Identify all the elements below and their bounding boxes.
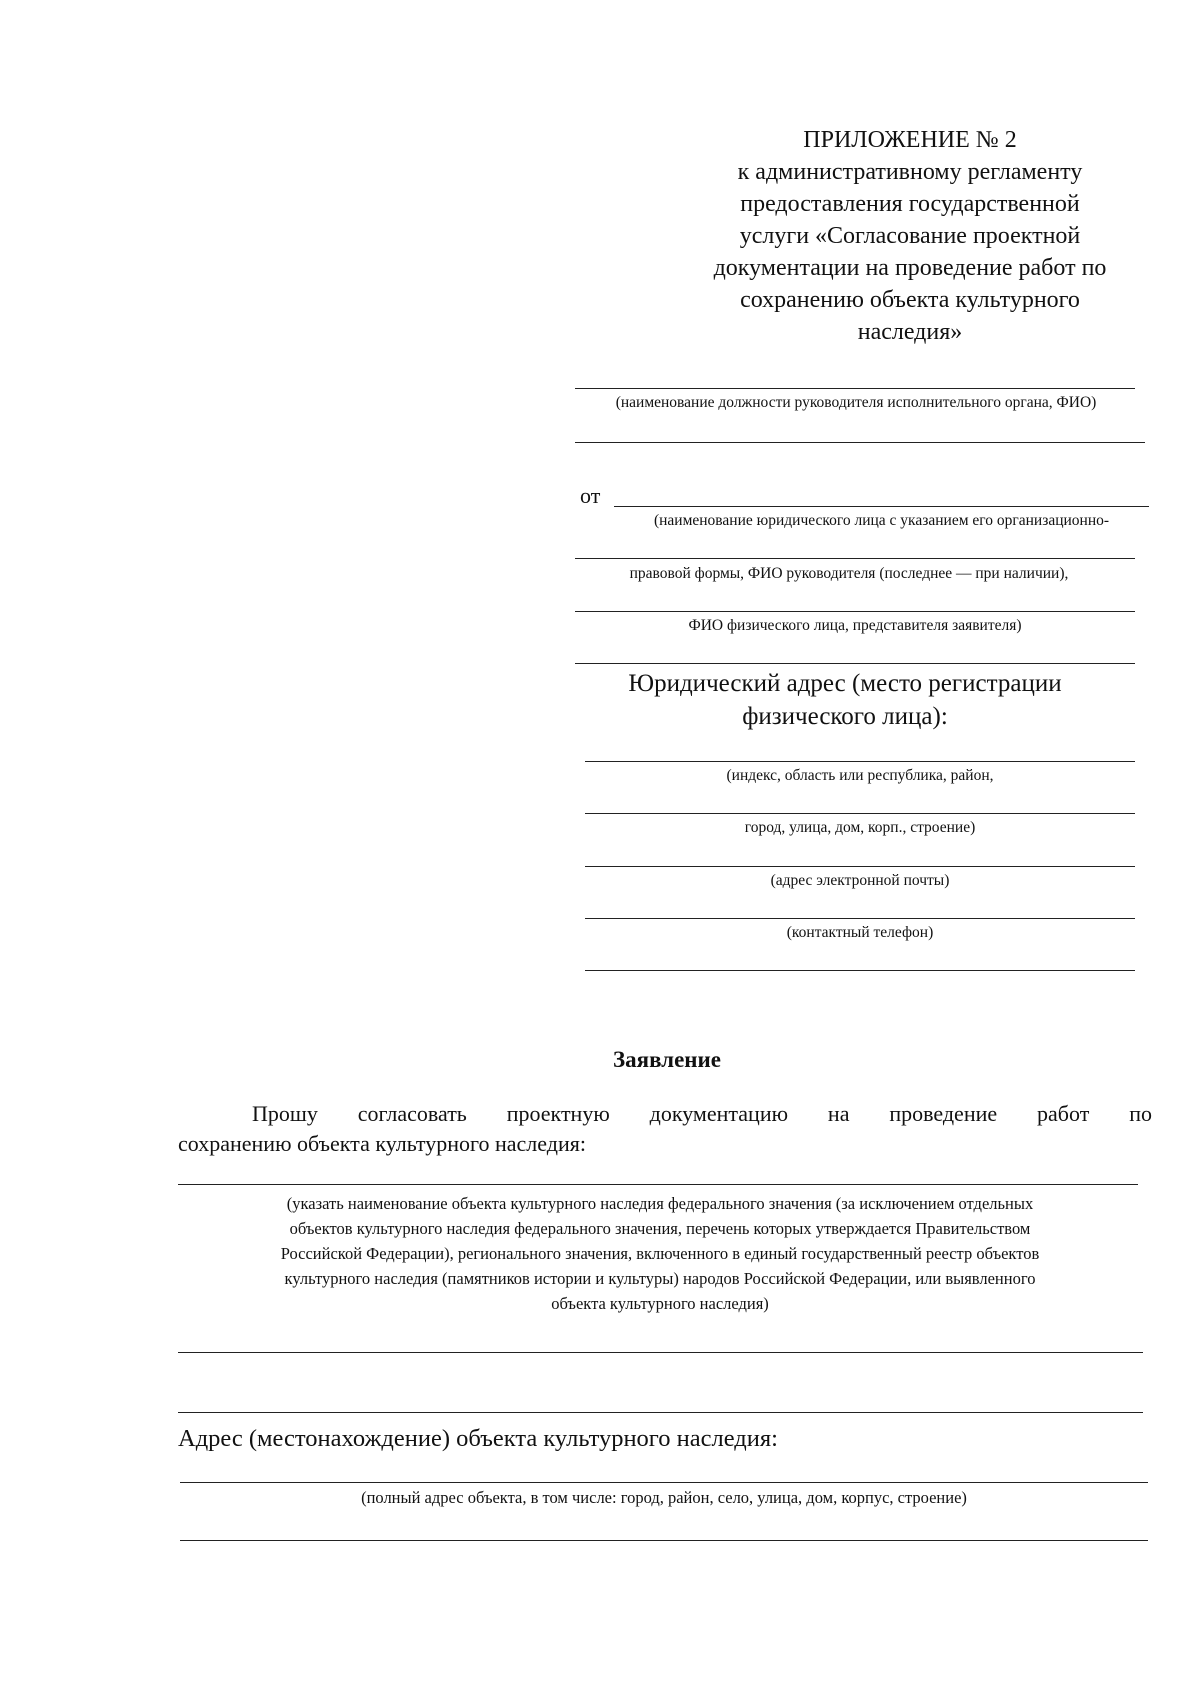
applicant-caption-1: (наименование юридического лица с указанием его организационно- — [653, 512, 1110, 529]
statement-word: проведение — [889, 1101, 998, 1126]
instruction-line: культурного наследия (памятников истории и культуры) народов Российской Федерации, или выявленного — [284, 1269, 1036, 1288]
instruction-line: Российской Федерации), регионального значения, включенного в единый государственный реестр объектов — [280, 1244, 1040, 1263]
applicant-name-line — [614, 506, 1149, 507]
header-line: предоставления государственной — [740, 191, 1080, 217]
statement-title: Заявление — [612, 1047, 722, 1072]
phone-caption: (контактный телефон) — [786, 924, 934, 941]
legal-address-region-line — [585, 761, 1135, 762]
object-extra-line-2 — [178, 1412, 1143, 1413]
statement-word: Прошу — [252, 1101, 318, 1126]
object-location-title: Адрес (местонахождение) объекта культурного наследия: — [178, 1425, 778, 1452]
object-name-instructions — [180, 1191, 1140, 1316]
header-line: к административному регламенту — [737, 159, 1083, 185]
email-caption: (адрес электронной почты) — [770, 872, 950, 889]
instruction-line: объекта культурного наследия) — [551, 1294, 769, 1313]
statement-word: проектную — [506, 1101, 610, 1126]
applicant-form-line — [575, 558, 1135, 559]
legal-address-caption-2: город, улица, дом, корп., строение) — [744, 819, 976, 836]
object-address-caption: (полный адрес объекта, в том числе: город, район, село, улица, дом, корпус, строение) — [361, 1488, 967, 1507]
addressee-extra-line — [575, 442, 1145, 443]
legal-address-title-line: Юридический адрес (место регистрации — [628, 670, 1062, 697]
legal-address-title — [575, 667, 1115, 733]
object-extra-line-1 — [178, 1352, 1143, 1353]
addressee-name-line — [575, 388, 1135, 389]
statement-word: документацию — [649, 1101, 789, 1126]
object-address-extra-line — [180, 1540, 1148, 1541]
legal-address-title-line: физического лица): — [742, 703, 948, 730]
legal-address-extra-line — [585, 970, 1135, 971]
applicant-caption-3: ФИО физического лица, представителя заявителя) — [688, 617, 1022, 634]
addressee-caption: (наименование должности руководителя исполнительного органа, ФИО) — [615, 394, 1097, 411]
statement-word: согласовать — [357, 1101, 467, 1126]
from-label: от — [580, 483, 601, 508]
object-name-line — [178, 1184, 1138, 1185]
object-address-line — [180, 1482, 1148, 1483]
header-line: услуги «Согласование проектной — [739, 223, 1081, 249]
header-line: документации на проведение работ по — [713, 255, 1107, 281]
header-line: сохранению объекта культурного — [740, 287, 1080, 313]
phone-line — [585, 918, 1135, 919]
statement-line-2: сохранению объекта культурного наследия: — [178, 1131, 586, 1156]
applicant-extra-line — [575, 663, 1135, 664]
statement-line-1 — [252, 1101, 1152, 1127]
instruction-line: (указать наименование объекта культурного наследия федерального значения (за исключением отдельных — [286, 1194, 1034, 1213]
applicant-caption-2: правовой формы, ФИО руководителя (последнее — при наличии), — [629, 565, 1069, 582]
instruction-line: объектов культурного наследия федерального значения, перечень которых утверждается Правительством — [289, 1219, 1031, 1238]
header-line: наследия» — [857, 319, 963, 345]
legal-address-street-line — [585, 813, 1135, 814]
header-line: ПРИЛОЖЕНИЕ № 2 — [803, 127, 1017, 153]
statement-word: по — [1129, 1101, 1152, 1126]
statement-word: работ — [1037, 1101, 1090, 1126]
email-line — [585, 866, 1135, 867]
appendix-header — [680, 124, 1140, 348]
legal-address-caption-1: (индекс, область или республика, район, — [726, 767, 994, 784]
applicant-person-line — [575, 611, 1135, 612]
statement-word: на — [827, 1101, 850, 1126]
